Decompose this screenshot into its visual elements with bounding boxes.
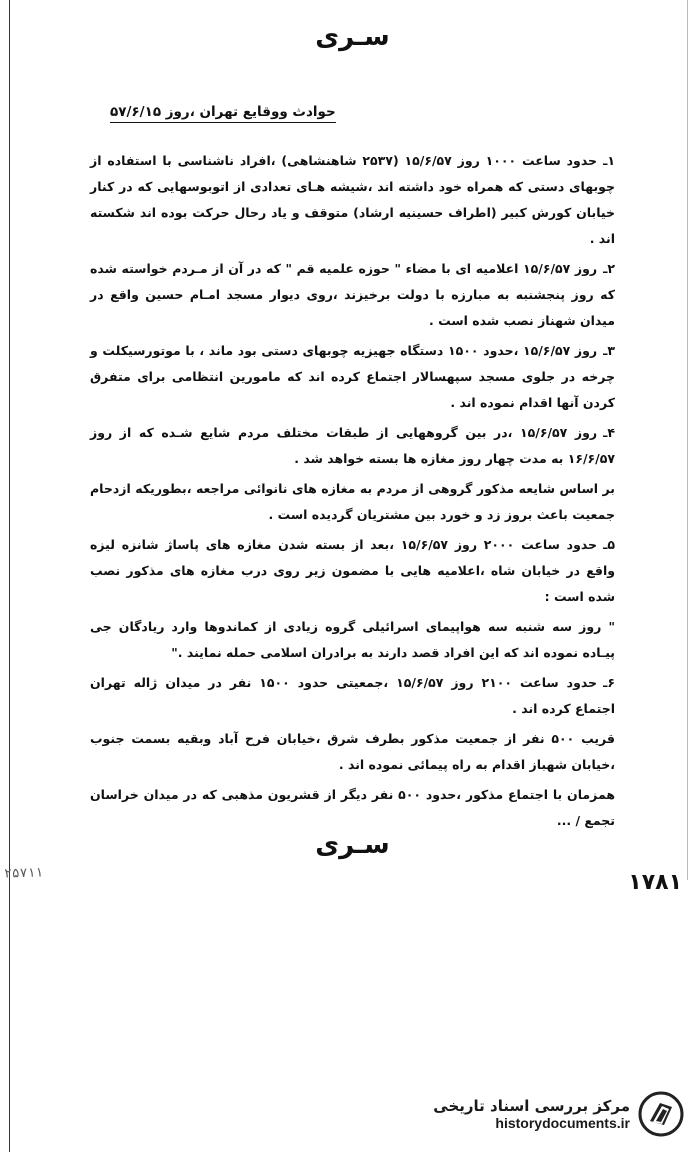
archive-page-number: ۱۷۸۱ xyxy=(628,870,682,895)
paragraph-6 xyxy=(90,670,615,722)
paragraph-5-quote xyxy=(90,614,615,666)
paragraph-number: ۴ـ xyxy=(603,425,615,440)
paragraph-number: ۶ـ xyxy=(603,675,615,690)
paragraph-number: ۳ـ xyxy=(603,343,616,358)
heading-text: حوادث ووقایع تهران ،روز ۵۷/۶/۱۵ xyxy=(110,104,336,123)
paragraph-number: ۵ـ xyxy=(603,537,615,552)
paragraph-text: قریب ۵۰۰ نفر از جمعیت مذکور بطرف شرق ،خیابان فرح آباد وبقیه بسمت جنوب ،خیابان شهباز اقدام به راه پیمائی نموده اند . xyxy=(90,731,615,772)
paragraph-text: روز ۱۵/۶/۵۷ ،در بین گروههایی از طبقات مختلف مردم شایع شـده که از روز ۱۶/۶/۵۷ به مدت چهار روز مغازه ها بسته خواهد شد . xyxy=(90,425,615,466)
document-body xyxy=(90,148,615,838)
paragraph-text: همزمان با اجتماع مذکور ،حدود ۵۰۰ نفر دیگر از قشریون مذهبی که در میدان خراسان تجمع / ... xyxy=(90,787,615,828)
footer-title: مرکز بررسی اسناد تاریخی xyxy=(433,1097,630,1115)
footer-text xyxy=(433,1097,630,1131)
document-heading xyxy=(110,104,595,120)
paragraph-text: " روز سه شنبه سه هواپیمای اسرائیلی گروه زیادی از کماندوها وارد ریادگان جی پیـاده نموده اند که این افراد قصد دارند به برادران اسلامی حمله نمایند ." xyxy=(90,619,615,660)
footer-url: historydocuments.ir xyxy=(495,1115,630,1131)
watermark-footer xyxy=(404,1088,684,1140)
paragraph-number: ۲ـ xyxy=(603,261,615,276)
paragraph-text: حدود ساعت ۲۰۰۰ روز ۱۵/۶/۵۷ ،بعد از بسته شدن مغازه های پاساژ شانزه لیزه واقع در خیابان شاه ،اعلامیه هایی با مضمون زیر روی درب مغازه های مذکور نصب شده است : xyxy=(90,537,615,604)
classification-top: سـرى xyxy=(315,22,390,52)
document-stack-logo-icon xyxy=(638,1091,684,1137)
paragraph-text: بر اساس شایعه مذکور گروهی از مردم به مغازه های نانوائی مراجعه ،بطوریکه ازدحام جمعیت باعث بروز زد و خورد بین مشتریان گردیده است . xyxy=(90,481,615,522)
paragraph-4 xyxy=(90,420,615,472)
paragraph-3 xyxy=(90,338,615,416)
document-page xyxy=(90,0,615,1152)
paragraph-text: روز ۱۵/۶/۵۷ ،حدود ۱۵۰۰ دستگاه جهیزیه چوبهای دستی بود ماند ، با موتورسیکلت و چرخه در جلوی مسجد سپهسالار اجتماع کرده اند که مامورین انتظامی برای متفرق کردن آنها اقدام نموده اند . xyxy=(90,343,615,410)
paragraph-6-continued xyxy=(90,726,615,778)
paragraph-number: ۱ـ xyxy=(603,153,615,168)
paragraph-2 xyxy=(90,256,615,334)
paragraph-text: حدود ساعت ۱۰۰۰ روز ۱۵/۶/۵۷ (۲۵۳۷ شاهنشاهی) ،افراد ناشناسی با استفاده از چوبهای دستی که همراه خود داشته اند ،شیشه هـای تعدادی از اتوبوسهایی که در کنار خیابان کورش کبیر (اطراف حسینیه ارشاد) متوقف و یاد رحال حرکت بوده اند شکسته اند . xyxy=(90,153,615,246)
paragraph-6-final xyxy=(90,782,615,834)
right-margin-line xyxy=(687,0,688,880)
left-margin-line xyxy=(9,0,10,1152)
classification-bottom: سـرى xyxy=(315,830,390,860)
paragraph-text: حدود ساعت ۲۱۰۰ روز ۱۵/۶/۵۷ ،جمعیتی حدود ۱۵۰۰ نفر در میدان ژاله تهران اجتماع کرده اند . xyxy=(90,675,615,716)
margin-handwritten-number: ۲۵۷۱۱ xyxy=(3,865,44,882)
paragraph-text: روز ۱۵/۶/۵۷ اعلامیه ای با مضاء " حوزه علمیه قم " که در آن از مـردم خواسته شده که روز پنجشنبه به مبارزه با دولت برخیزند ،روی دیوار مسجد امـام حسین واقع در میدان شهناز نصب شده است . xyxy=(90,261,615,328)
paragraph-5 xyxy=(90,532,615,610)
paragraph-4-continued xyxy=(90,476,615,528)
paragraph-1 xyxy=(90,148,615,252)
